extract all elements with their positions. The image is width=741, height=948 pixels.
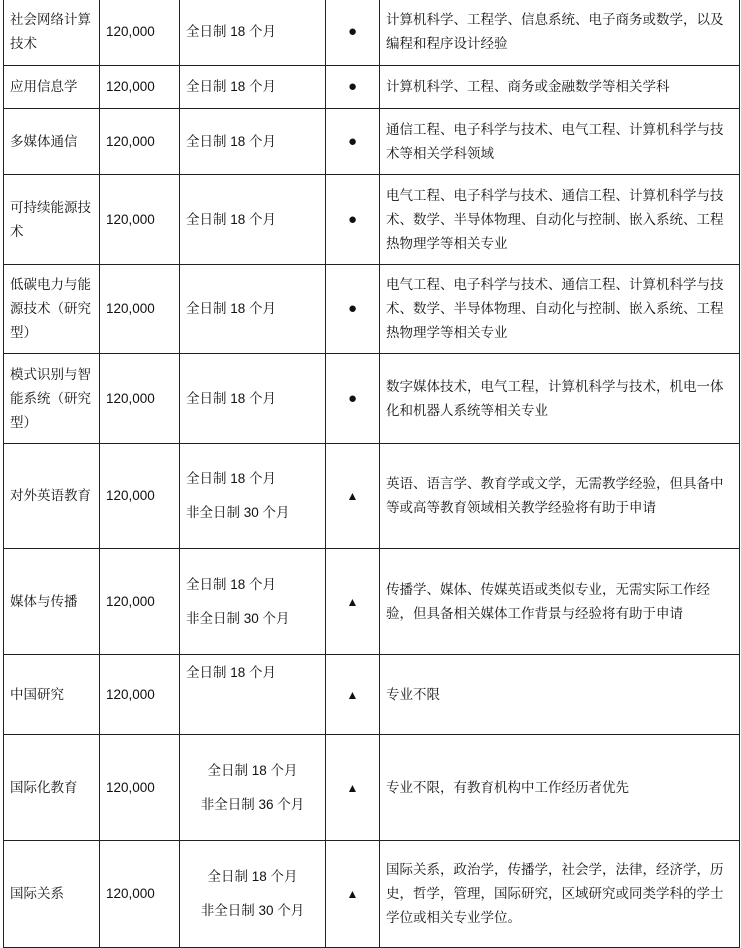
entry-requirements: 计算机科学、工程、商务或金融数学等相关学科 xyxy=(380,66,740,109)
tuition-fee: 120,000 xyxy=(100,354,180,444)
entry-requirements: 数字媒体技术，电气工程，计算机科学与技术，机电一体化和机器人系统等相关专业 xyxy=(380,354,740,444)
table-row xyxy=(4,109,740,175)
table-row xyxy=(4,655,740,735)
tuition-fee: 120,000 xyxy=(100,735,180,841)
study-mode xyxy=(180,0,326,66)
tuition-fee: 120,000 xyxy=(100,0,180,66)
study-mode xyxy=(180,265,326,354)
filled-circle-icon: ● xyxy=(326,0,380,66)
table-row xyxy=(4,735,740,841)
filled-triangle-icon: ▲ xyxy=(326,444,380,549)
tuition-fee: 120,000 xyxy=(100,549,180,655)
entry-requirements: 国际关系，政治学，传播学，社会学，法律，经济学，历史，哲学，管理，国际研究，区域研究或同类学科的学士学位或相关专业学位。 xyxy=(380,841,740,948)
study-mode xyxy=(180,655,326,735)
mode-parttime: 非全日制 30 个月 xyxy=(186,610,290,626)
tuition-fee: 120,000 xyxy=(100,109,180,175)
study-mode xyxy=(180,66,326,109)
entry-requirements: 通信工程、电子科学与技术、电气工程、计算机科学与技术等相关学科领域 xyxy=(380,109,740,175)
mode-fulltime: 全日制 18 个月 xyxy=(186,133,277,149)
tuition-fee: 120,000 xyxy=(100,175,180,265)
program-name: 低碳电力与能源技术（研究型） xyxy=(4,265,100,354)
entry-requirements: 英语、语言学、教育学或文学，无需教学经验，但具备中等或高等教育领域相关教学经验将有助于申请 xyxy=(380,444,740,549)
entry-requirements: 传播学、媒体、传媒英语或类似专业，无需实际工作经验，但具备相关媒体工作背景与经验将有助于申请 xyxy=(380,549,740,655)
study-mode xyxy=(180,735,326,841)
mode-fulltime: 全日制 18 个月 xyxy=(186,79,277,94)
study-mode xyxy=(180,841,326,948)
table-row xyxy=(4,841,740,948)
program-name: 国际化教育 xyxy=(4,735,100,841)
study-mode xyxy=(180,444,326,549)
mode-fulltime: 全日制 18 个月 xyxy=(186,301,277,316)
mode-parttime: 非全日制 30 个月 xyxy=(200,903,305,918)
filled-circle-icon: ● xyxy=(326,66,380,109)
filled-triangle-icon: ▲ xyxy=(326,735,380,841)
program-name: 中国研究 xyxy=(4,655,100,735)
tuition-fee: 120,000 xyxy=(100,265,180,354)
filled-circle-icon: ● xyxy=(326,265,380,354)
table-row xyxy=(4,175,740,265)
program-name: 对外英语教育 xyxy=(4,444,100,549)
mode-parttime: 非全日制 36 个月 xyxy=(200,796,305,812)
program-name: 应用信息学 xyxy=(4,66,100,109)
table-row xyxy=(4,444,740,549)
mode-fulltime: 全日制 18 个月 xyxy=(186,24,277,39)
tuition-fee: 120,000 xyxy=(100,841,180,948)
entry-requirements: 专业不限，有教育机构中工作经历者优先 xyxy=(380,735,740,841)
mode-fulltime: 全日制 18 个月 xyxy=(186,665,277,680)
study-mode xyxy=(180,549,326,655)
table-row xyxy=(4,354,740,444)
program-table xyxy=(3,0,740,948)
study-mode xyxy=(180,354,326,444)
filled-triangle-icon: ▲ xyxy=(326,841,380,948)
filled-circle-icon: ● xyxy=(326,354,380,444)
tuition-fee: 120,000 xyxy=(100,66,180,109)
tuition-fee: 120,000 xyxy=(100,444,180,549)
entry-requirements: 电气工程、电子科学与技术、通信工程、计算机科学与技术、数学、半导体物理、自动化与控制、嵌入系统、工程热物理学等相关专业 xyxy=(380,175,740,265)
mode-parttime: 非全日制 30 个月 xyxy=(186,505,290,520)
program-name: 多媒体通信 xyxy=(4,109,100,175)
mode-fulltime: 全日制 18 个月 xyxy=(186,390,277,406)
table-row xyxy=(4,0,740,66)
study-mode xyxy=(180,109,326,175)
program-name: 模式识别与智能系统（研究型） xyxy=(4,354,100,444)
program-name: 可持续能源技术 xyxy=(4,175,100,265)
study-mode xyxy=(180,175,326,265)
filled-triangle-icon: ▲ xyxy=(326,549,380,655)
filled-circle-icon: ● xyxy=(326,109,380,175)
table-row xyxy=(4,66,740,109)
filled-circle-icon: ● xyxy=(326,175,380,265)
mode-fulltime: 全日制 18 个月 xyxy=(207,762,298,778)
mode-fulltime: 全日制 18 个月 xyxy=(186,211,277,227)
entry-requirements: 电气工程、电子科学与技术、通信工程、计算机科学与技术、数学、半导体物理、自动化与控制、嵌入系统、工程热物理学等相关专业 xyxy=(380,265,740,354)
mode-fulltime: 全日制 18 个月 xyxy=(186,576,277,592)
program-name: 国际关系 xyxy=(4,841,100,948)
mode-fulltime: 全日制 18 个月 xyxy=(186,471,277,486)
program-name: 媒体与传播 xyxy=(4,549,100,655)
entry-requirements: 计算机科学、工程学、信息系统、电子商务或数学，以及编程和程序设计经验 xyxy=(380,0,740,66)
filled-triangle-icon: ▲ xyxy=(326,655,380,735)
tuition-fee: 120,000 xyxy=(100,655,180,735)
entry-requirements: 专业不限 xyxy=(380,655,740,735)
table-row xyxy=(4,549,740,655)
table-row xyxy=(4,265,740,354)
program-name: 社会网络计算技术 xyxy=(4,0,100,66)
mode-fulltime: 全日制 18 个月 xyxy=(207,869,298,884)
